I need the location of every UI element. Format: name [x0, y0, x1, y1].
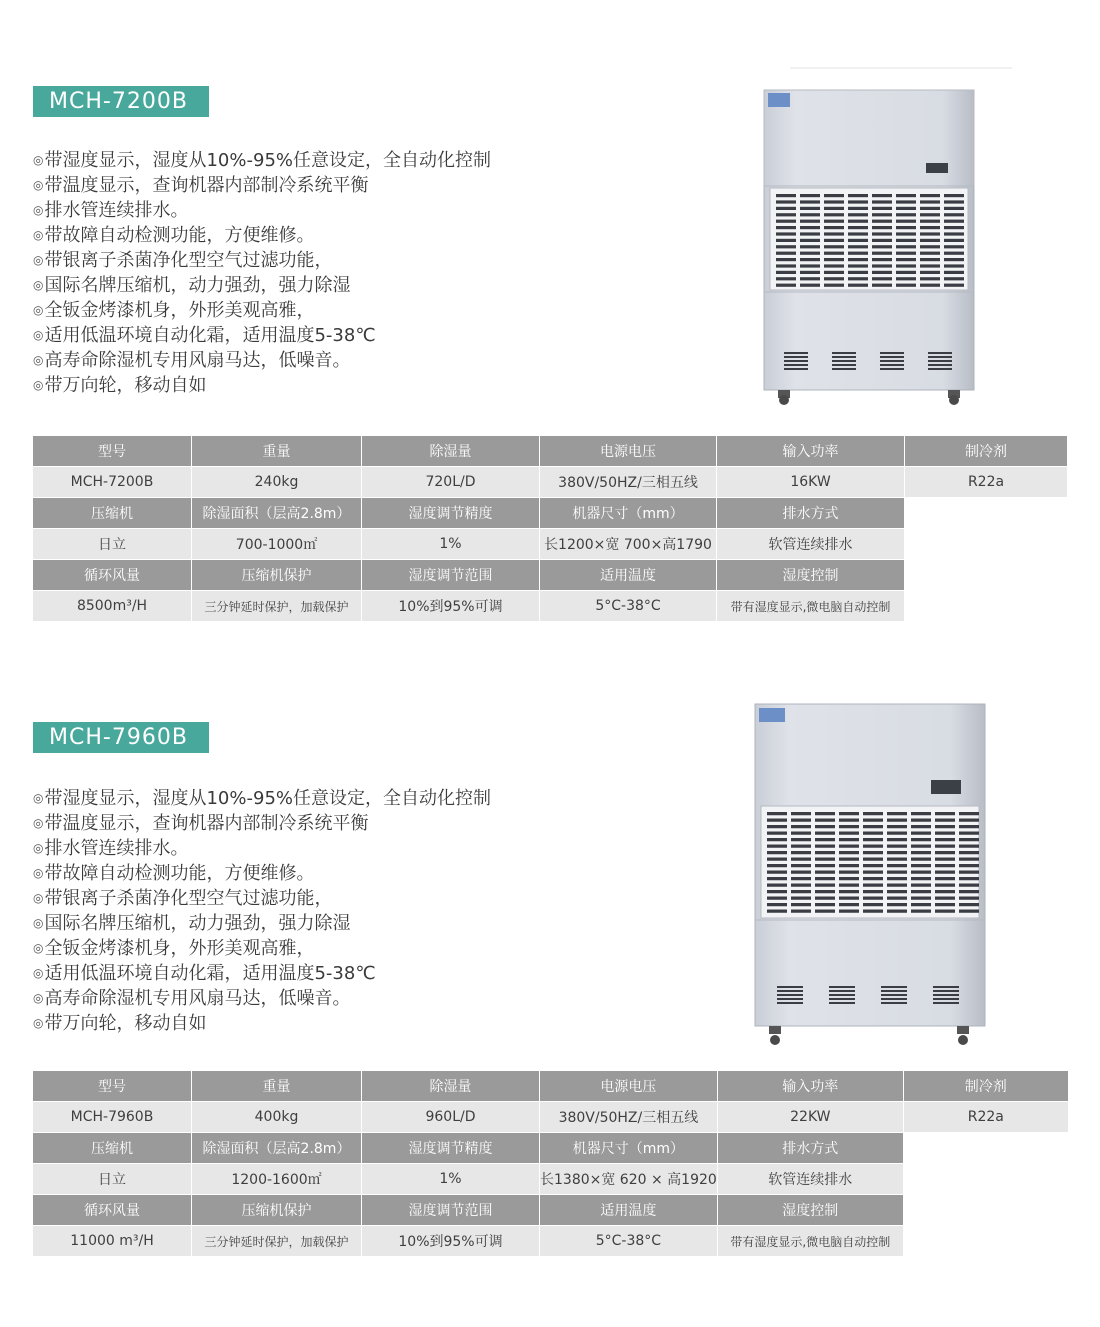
table-cell: 1%	[362, 529, 540, 560]
table-header-cell: 型号	[33, 1071, 192, 1102]
table-cell: 960L/D	[362, 1102, 540, 1133]
table-header-cell: 排水方式	[717, 498, 905, 529]
table-header-cell: 机器尺寸（mm）	[540, 498, 717, 529]
table-cell: 5°C-38°C	[540, 591, 717, 622]
table-header-cell: 机器尺寸（mm）	[540, 1133, 718, 1164]
feature-item: ◎高寿命除湿机专用风扇马达，低噪音。	[33, 350, 351, 371]
table-cell: 240kg	[192, 467, 362, 498]
model-badge: MCH-7960B	[33, 722, 209, 753]
table-header-cell: 除湿量	[362, 1071, 540, 1102]
table-header-cell: 型号	[33, 436, 192, 467]
table-row	[33, 1071, 1069, 1102]
feature-list	[33, 148, 491, 398]
table-cell: 1%	[362, 1164, 540, 1195]
table-row	[33, 591, 1068, 622]
table-header-cell: 除湿面积（层高2.8m）	[192, 1133, 362, 1164]
bullet-icon: ◎	[33, 816, 44, 830]
table-cell: 软管连续排水	[718, 1164, 904, 1195]
bullet-icon: ◎	[33, 866, 44, 880]
feature-item: ◎带万向轮，移动自如	[33, 1013, 207, 1034]
bullet-icon: ◎	[33, 1016, 44, 1030]
table-cell: R22a	[904, 1102, 1069, 1133]
table-header-cell: 湿度调节精度	[362, 498, 540, 529]
table-cell: 带有湿度显示,微电脑自动控制	[717, 591, 905, 622]
table-header-cell: 湿度控制	[718, 1195, 904, 1226]
bullet-icon: ◎	[33, 966, 44, 980]
feature-item: ◎带万向轮，移动自如	[33, 375, 207, 396]
table-row	[33, 1133, 1069, 1164]
product-section-1	[0, 0, 1100, 640]
table-cell: 日立	[33, 1164, 192, 1195]
table-empty-cell	[905, 591, 1068, 622]
feature-item: ◎带温度显示，查询机器内部制冷系统平衡	[33, 813, 369, 834]
table-cell: 日立	[33, 529, 192, 560]
table-empty-cell	[904, 1226, 1069, 1257]
table-cell: 5°C-38°C	[540, 1226, 718, 1257]
spec-table	[33, 1071, 1069, 1257]
table-row	[33, 498, 1068, 529]
table-cell: 8500m³/H	[33, 591, 192, 622]
table-row	[33, 436, 1068, 467]
bullet-icon: ◎	[33, 203, 44, 217]
table-row	[33, 529, 1068, 560]
table-cell: 400kg	[192, 1102, 362, 1133]
table-cell: 22KW	[718, 1102, 904, 1133]
bullet-icon: ◎	[33, 278, 44, 292]
bullet-icon: ◎	[33, 891, 44, 905]
bullet-icon: ◎	[33, 353, 44, 367]
table-cell: 10%到95%可调	[362, 591, 540, 622]
feature-item: ◎国际名牌压缩机，动力强劲，强力除湿	[33, 275, 351, 296]
feature-item: ◎带银离子杀菌净化型空气过滤功能，	[33, 250, 333, 271]
feature-item: ◎带故障自动检测功能，方便维修。	[33, 225, 315, 246]
table-cell: 软管连续排水	[717, 529, 905, 560]
table-header-cell: 适用温度	[540, 560, 717, 591]
bullet-icon: ◎	[33, 378, 44, 392]
feature-item: ◎带故障自动检测功能，方便维修。	[33, 863, 315, 884]
table-header-cell: 输入功率	[717, 436, 905, 467]
product-section-2	[0, 640, 1100, 1320]
bullet-icon: ◎	[33, 791, 44, 805]
table-empty-cell	[904, 1133, 1069, 1164]
table-header-cell: 除湿面积（层高2.8m）	[192, 498, 362, 529]
table-cell: 长1380×宽 620 × 高1920	[540, 1164, 718, 1195]
table-row	[33, 467, 1068, 498]
table-empty-cell	[905, 498, 1068, 529]
table-header-cell: 制冷剂	[904, 1071, 1069, 1102]
table-cell: 380V/50HZ/三相五线	[540, 467, 717, 498]
table-cell: 16KW	[717, 467, 905, 498]
table-header-cell: 输入功率	[718, 1071, 904, 1102]
feature-item: ◎排水管连续排水。	[33, 200, 189, 221]
table-empty-cell	[905, 560, 1068, 591]
table-header-cell: 电源电压	[540, 1071, 718, 1102]
table-cell: 长1200×宽 700×高1790	[540, 529, 717, 560]
feature-item: ◎国际名牌压缩机，动力强劲，强力除湿	[33, 913, 351, 934]
feature-item: ◎带温度显示，查询机器内部制冷系统平衡	[33, 175, 369, 196]
table-cell: 带有湿度显示,微电脑自动控制	[718, 1226, 904, 1257]
table-cell: R22a	[905, 467, 1068, 498]
table-cell: 700-1000㎡	[192, 529, 362, 560]
table-header-cell: 压缩机	[33, 498, 192, 529]
table-header-cell: 循环风量	[33, 560, 192, 591]
table-cell: 380V/50HZ/三相五线	[540, 1102, 718, 1133]
table-header-cell: 重量	[192, 1071, 362, 1102]
table-header-cell: 除湿量	[362, 436, 540, 467]
spec-table	[33, 436, 1068, 622]
table-header-cell: 电源电压	[540, 436, 717, 467]
table-header-cell: 循环风量	[33, 1195, 192, 1226]
table-header-cell: 压缩机保护	[192, 1195, 362, 1226]
table-empty-cell	[904, 1164, 1069, 1195]
bullet-icon: ◎	[33, 841, 44, 855]
bullet-icon: ◎	[33, 303, 44, 317]
table-header-cell: 适用温度	[540, 1195, 718, 1226]
feature-item: ◎带湿度显示，湿度从10%-95%任意设定，全自动化控制	[33, 788, 491, 809]
bullet-icon: ◎	[33, 253, 44, 267]
table-header-cell: 湿度调节精度	[362, 1133, 540, 1164]
feature-item: ◎全钣金烤漆机身，外形美观高雅，	[33, 300, 315, 321]
feature-item: ◎排水管连续排水。	[33, 838, 189, 859]
table-cell: 三分钟延时保护，加载保护	[192, 1226, 362, 1257]
table-header-cell: 湿度调节范围	[362, 1195, 540, 1226]
feature-item: ◎带银离子杀菌净化型空气过滤功能，	[33, 888, 333, 909]
table-cell: 10%到95%可调	[362, 1226, 540, 1257]
bullet-icon: ◎	[33, 228, 44, 242]
model-badge: MCH-7200B	[33, 86, 209, 117]
table-row	[33, 1226, 1069, 1257]
table-cell: 三分钟延时保护，加载保护	[192, 591, 362, 622]
table-cell: MCH-7200B	[33, 467, 192, 498]
feature-list	[33, 786, 491, 1036]
table-row	[33, 560, 1068, 591]
bullet-icon: ◎	[33, 916, 44, 930]
bullet-icon: ◎	[33, 991, 44, 1005]
table-header-cell: 排水方式	[718, 1133, 904, 1164]
feature-item: ◎适用低温环境自动化霜，适用温度5-38℃	[33, 963, 376, 984]
table-cell: 720L/D	[362, 467, 540, 498]
table-cell: 11000 m³/H	[33, 1226, 192, 1257]
bullet-icon: ◎	[33, 941, 44, 955]
table-row	[33, 1195, 1069, 1226]
feature-item: ◎带湿度显示，湿度从10%-95%任意设定，全自动化控制	[33, 150, 491, 171]
feature-item: ◎高寿命除湿机专用风扇马达，低噪音。	[33, 988, 351, 1009]
dehumidifier-image	[745, 696, 1005, 1051]
bullet-icon: ◎	[33, 178, 44, 192]
table-empty-cell	[904, 1195, 1069, 1226]
table-empty-cell	[905, 529, 1068, 560]
table-header-cell: 压缩机	[33, 1133, 192, 1164]
feature-item: ◎全钣金烤漆机身，外形美观高雅，	[33, 938, 315, 959]
table-row	[33, 1102, 1069, 1133]
table-header-cell: 制冷剂	[905, 436, 1068, 467]
table-header-cell: 重量	[192, 436, 362, 467]
table-header-cell: 压缩机保护	[192, 560, 362, 591]
table-row	[33, 1164, 1069, 1195]
table-cell: MCH-7960B	[33, 1102, 192, 1133]
table-cell: 1200-1600㎡	[192, 1164, 362, 1195]
table-header-cell: 湿度调节范围	[362, 560, 540, 591]
table-header-cell: 湿度控制	[717, 560, 905, 591]
bullet-icon: ◎	[33, 153, 44, 167]
feature-item: ◎适用低温环境自动化霜，适用温度5-38℃	[33, 325, 376, 346]
bullet-icon: ◎	[33, 328, 44, 342]
dehumidifier-image	[750, 60, 1020, 410]
